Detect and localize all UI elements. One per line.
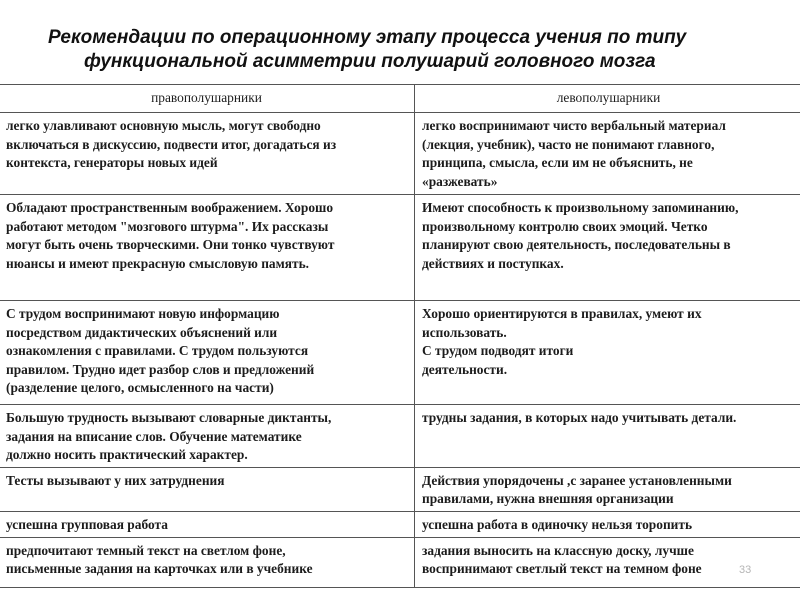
cell-text-line: ознакомления с правилами. С трудом пользуются	[6, 343, 309, 358]
table-header-row	[0, 85, 800, 113]
cell-text-line: трудны задания, в которых надо учитывать детали.	[422, 410, 737, 425]
cell-text-line: деятельности.	[422, 361, 508, 377]
cell-text-line: произвольному контролю своих эмоций. Четко	[422, 218, 708, 234]
cell-text-line: работают методом "мозгового штурма". Их рассказы	[6, 218, 329, 234]
cell-left-hemisphere	[415, 511, 800, 537]
cell-right-hemisphere	[0, 113, 415, 195]
cell-left-hemisphere	[415, 405, 800, 468]
slide-number: 33	[739, 564, 752, 576]
cell-text-line: включаться в дискуссию, подвести итог, догадаться из	[6, 136, 337, 152]
cell-text-line: планируют свою деятельность, последовательны в	[422, 237, 731, 252]
header-right-hemisphere: правополушарники	[0, 85, 415, 113]
table-row	[0, 467, 800, 511]
cell-text-line: С трудом воспринимают новую информацию	[6, 306, 280, 321]
cell-left-hemisphere	[415, 537, 800, 587]
cell-left-hemisphere	[415, 301, 800, 405]
cell-text-line: задания на вписание слов. Обучение математике	[6, 428, 302, 444]
cell-text-line: действиях и поступках.	[422, 255, 564, 271]
recommendations-table	[0, 84, 800, 588]
cell-left-hemisphere	[415, 195, 800, 301]
cell-right-hemisphere	[0, 511, 415, 537]
cell-text-line: легко воспринимают чисто вербальный материал	[422, 118, 726, 133]
cell-right-hemisphere	[0, 467, 415, 511]
cell-text-line: письменные задания на карточках или в учебнике	[6, 561, 313, 576]
cell-text-line: могут быть очень творческими. Они тонко чувствуют	[6, 237, 335, 252]
cell-text-line: Хорошо ориентируются в правилах, умеют их	[422, 306, 702, 321]
cell-text-line: предпочитают темный текст на светлом фоне,	[6, 542, 286, 558]
cell-text-line: легко улавливают основную мысль, могут свободно	[6, 118, 321, 133]
cell-text-line: Действия упорядочены ,с заранее установленными	[422, 472, 732, 488]
table-row	[0, 301, 800, 405]
table-row	[0, 405, 800, 468]
cell-right-hemisphere	[0, 537, 415, 587]
cell-right-hemisphere	[0, 301, 415, 405]
slide-title	[0, 26, 800, 74]
cell-text-line: принципа, смысла, если им не объяснить, не	[422, 155, 693, 170]
table-row	[0, 511, 800, 537]
cell-text-line: контекста, генераторы новых идей	[6, 155, 218, 170]
cell-text-line: (лекция, учебник), часто не понимают главного,	[422, 136, 715, 152]
cell-text-line: задания выносить на классную доску, лучше	[422, 542, 694, 558]
table-row	[0, 113, 800, 195]
cell-left-hemisphere	[415, 113, 800, 195]
cell-left-hemisphere	[415, 467, 800, 511]
cell-text-line: посредством дидактических объяснений или	[6, 324, 278, 340]
slide-title-line-2: функциональной асимметрии полушарий головного мозга	[84, 51, 656, 72]
cell-right-hemisphere	[0, 195, 415, 301]
table-row	[0, 537, 800, 587]
header-left-hemisphere: левополушарники	[415, 85, 800, 113]
cell-text-line: должно носить практический характер.	[6, 447, 248, 462]
cell-text-line: правилом. Трудно идет разбор слов и предложений	[6, 361, 315, 377]
cell-text-line: правилами, нужна внешняя организации	[422, 491, 674, 506]
slide-title-line-1: Рекомендации по операционному этапу процесса учения по типу	[48, 27, 687, 48]
cell-text-line: Большую трудность вызывают словарные диктанты,	[6, 410, 332, 425]
cell-text-line: С трудом подводят итоги	[422, 343, 574, 358]
table-row	[0, 195, 800, 301]
cell-text-line: Тесты вызывают у них затруднения	[6, 472, 225, 488]
cell-right-hemisphere	[0, 405, 415, 468]
cell-text-line: успешна групповая работа	[6, 516, 168, 532]
cell-text-line: успешна работа в одиночку нельзя торопить	[422, 516, 693, 532]
cell-text-line: использовать.	[422, 324, 507, 340]
cell-text-line: Имеют способность к произвольному запоминанию,	[422, 200, 739, 215]
cell-text-line: Обладают пространственным воображением. Хорошо	[6, 200, 334, 215]
cell-text-line: нюансы и имеют прекрасную смысловую память.	[6, 255, 309, 271]
cell-text-line: воспринимают светлый текст на темном фоне	[422, 561, 702, 576]
cell-text-line: (разделение целого, осмысленного на части)	[6, 380, 274, 395]
cell-text-line: «разжевать»	[422, 173, 498, 189]
